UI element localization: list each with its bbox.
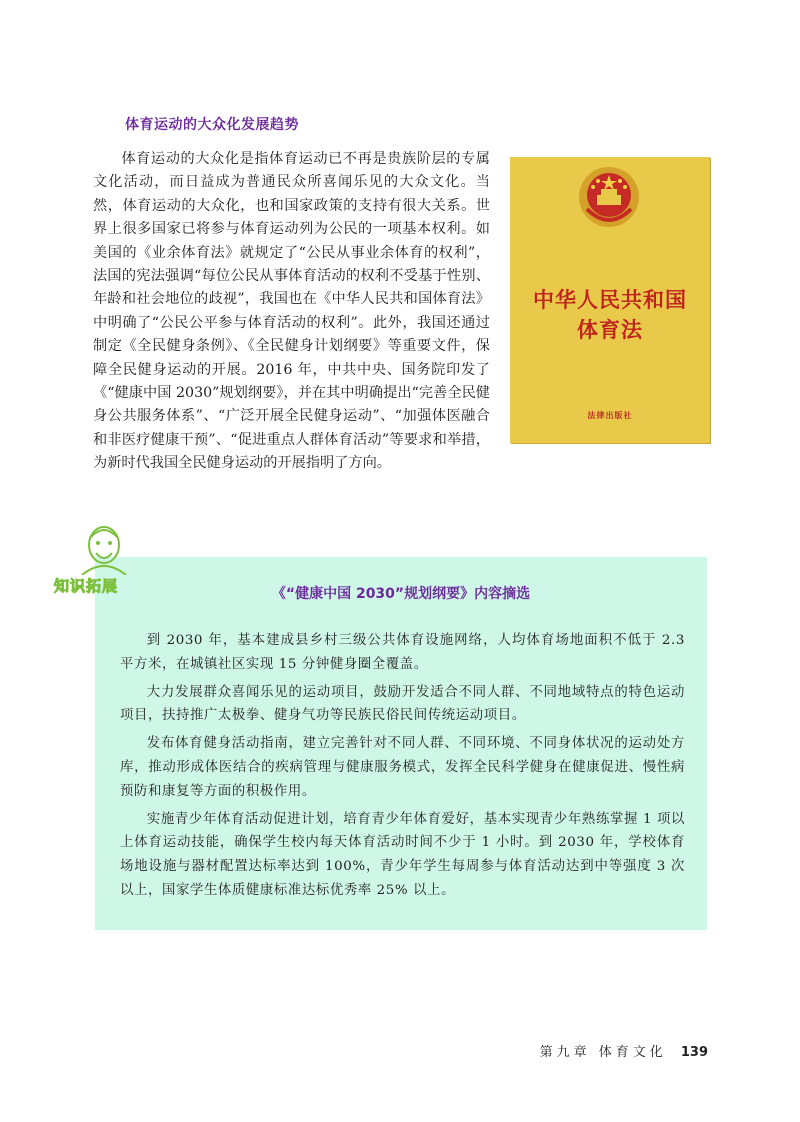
book-title xyxy=(510,285,710,345)
section-heading: 体育运动的大众化发展趋势 xyxy=(125,117,299,133)
book-title-line2: 体育法 xyxy=(577,318,643,342)
page-number: 139 xyxy=(680,1045,708,1060)
bust-portrait-icon xyxy=(74,523,134,575)
main-paragraph: 体育运动的大众化是指体育运动已不再是贵族阶层的专属文化活动，而日益成为普通民众所喜闻乐见的大众文化。当然，体育运动的大众化，也和国家政策的支持有很大关系。世界上很多国家已将参与体育运动列为公民的一项基本权利。如美国的《业余体育法》就规定了“公民从事业余体育的权利”，法国的宪法强调“每位公民从事体育活动的权利不受基于性别、年龄和社会地位的歧视”，我国也在《中华人民共和国体育法》中明确了“公民公平参与体育活动的权利”。此外，我国还通过制定《全民健身条例》、《全民健身计划纲要》等重要文件，保障全民健身运动的开展。2016 年，中共中央、国务院印发了《“健康中国 2030”规划纲要》，并在其中明确提出“完善全民健身公共服务体系”、“广泛开展全民健身运动”、“加强体医融合和非医疗健康干预”、“促进重点人群体育活动”等要求和举措，为新时代我国全民健身运动的开展指明了方向。 xyxy=(93,151,490,472)
knowledge-extension-badge xyxy=(50,523,158,597)
knowledge-extension-box xyxy=(95,557,707,930)
box-title: 《“健康中国 2030”规划纲要》内容摘选 xyxy=(271,586,531,602)
chapter-label: 第九章 体育文化 xyxy=(539,1045,667,1060)
book-publisher: 法律出版社 xyxy=(587,410,633,420)
main-text-block xyxy=(93,148,490,476)
badge-label: 知识拓展 xyxy=(54,577,119,595)
box-text xyxy=(120,629,685,907)
sports-law-book-cover xyxy=(510,157,710,443)
national-emblem-icon xyxy=(577,165,641,229)
box-paragraph: 实施青少年体育活动促进计划，培育青少年体育爱好，基本实现青少年熟练掌握 1 项以上体育运动技能，确保学生校内每天体育活动时间不少于 1 小时。到 2030 年，学校体育场地设施与器材配置达标率达到 100%，青少年学生每周参与体育活动达到中等强度 3 次以上，国家学生体质健康标准达标优秀率 25% 以上。 xyxy=(120,811,685,898)
book-title-line1: 中华人民共和国 xyxy=(533,288,687,312)
page-footer xyxy=(540,1041,708,1060)
box-paragraph: 大力发展群众喜闻乐见的运动项目，鼓励开发适合不同人群、不同地域特点的特色运动项目，扶持推广太极拳、健身气功等民族民俗民间传统运动项目。 xyxy=(120,684,685,724)
box-paragraph: 发布体育健身活动指南，建立完善针对不同人群、不同环境、不同身体状况的运动处方库，推动形成体医结合的疾病管理与健康服务模式，发挥全民科学健身在健康促进、慢性病预防和康复等方面的积极作用。 xyxy=(120,736,685,799)
box-paragraph: 到 2030 年，基本建成县乡村三级公共体育设施网络，人均体育场地面积不低于 2.3 平方米，在城镇社区实现 15 分钟健身圈全覆盖。 xyxy=(120,633,685,672)
